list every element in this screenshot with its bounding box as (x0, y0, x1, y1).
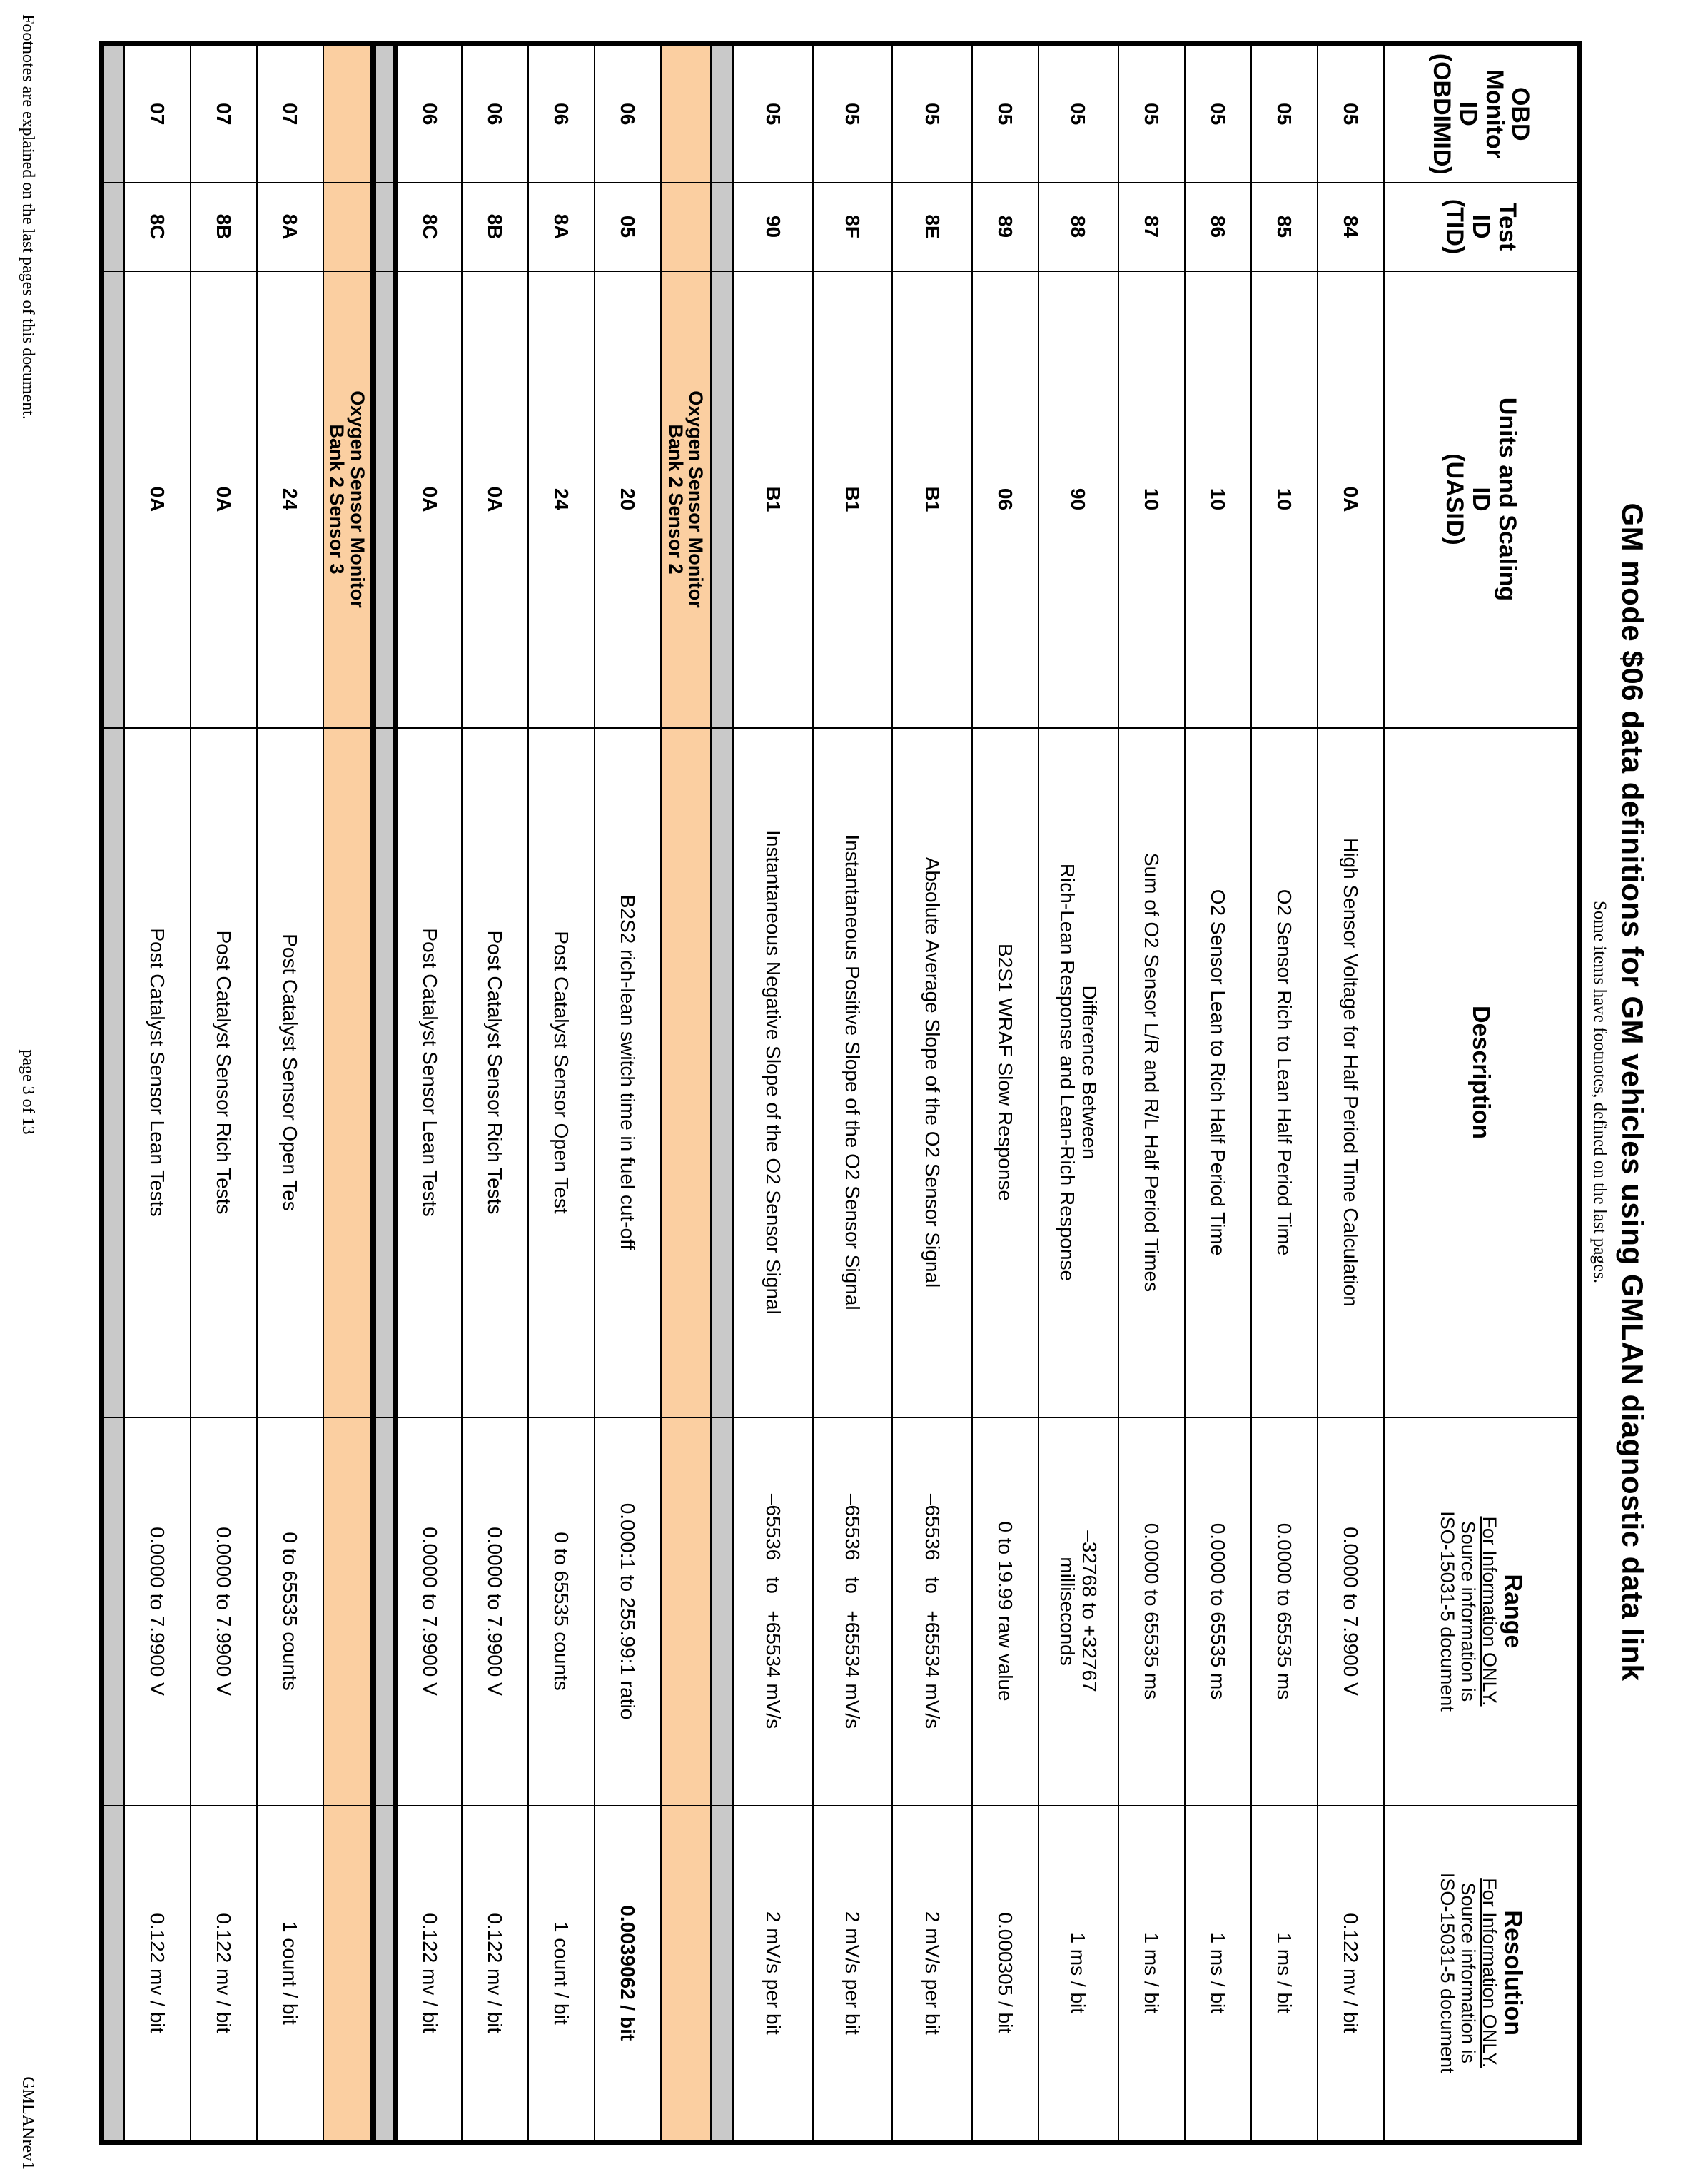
cell-tid: 05 (595, 183, 661, 271)
cell-description: Post Catalyst Sensor Lean Tests (124, 728, 191, 1417)
header-tid: Test ID (TID) (1384, 183, 1580, 271)
mode06-definitions-table (99, 41, 1582, 2145)
cell-resolution: 0.122 mv / bit (191, 1806, 257, 2143)
cell-range: 0.0000 to 7.9900 V (395, 1417, 462, 1806)
table-row (892, 44, 972, 2143)
group-label-bank2-sensor3: Oxygen Sensor Monitor Bank 2 Sensor 3 (323, 271, 373, 728)
cell-resolution: 0.122 mv / bit (124, 1806, 191, 2143)
cell-resolution: 1 ms / bit (1118, 1806, 1185, 2143)
section-separator (102, 44, 124, 2143)
cell-obdmid: 07 (257, 44, 323, 183)
header-uasid: Units and Scaling ID (UASID) (1384, 271, 1580, 728)
group-header-row (323, 44, 373, 2143)
cell-range: 0 to 65535 counts (257, 1417, 323, 1806)
cell-range: 0 to 65535 counts (528, 1417, 595, 1806)
cell-description: Post Catalyst Sensor Open Tes (257, 728, 323, 1417)
cell-uasid: 0A (1318, 271, 1384, 728)
cell-tid: 8C (124, 183, 191, 271)
table-row (1251, 44, 1318, 2143)
table-header-row (1384, 44, 1580, 2143)
cell-obdmid: 05 (972, 44, 1038, 183)
cell-tid: 89 (972, 183, 1038, 271)
cell-uasid: 10 (1251, 271, 1318, 728)
table-row (972, 44, 1038, 2143)
table-row (1318, 44, 1384, 2143)
cell-uasid: B1 (892, 271, 972, 728)
cell-uasid: 24 (528, 271, 595, 728)
cell-tid: 87 (1118, 183, 1185, 271)
cell-obdmid: 06 (595, 44, 661, 183)
table-row (595, 44, 661, 2143)
cell-uasid: B1 (813, 271, 893, 728)
cell-obdmid: 07 (191, 44, 257, 183)
cell-resolution: 2 mV/s per bit (813, 1806, 893, 2143)
cell-range: 0.0000 to 65535 ms (1185, 1417, 1251, 1806)
cell-uasid: 20 (595, 271, 661, 728)
table-row (257, 44, 323, 2143)
cell-description: Instantaneous Positive Slope of the O2 Sensor Signal (813, 728, 893, 1417)
cell-range: 0.0000 to 65535 ms (1251, 1417, 1318, 1806)
cell-range: 0 to 19.99 raw value (972, 1417, 1038, 1806)
cell-range: 0.0000 to 7.9900 V (124, 1417, 191, 1806)
cell-description: Instantaneous Negative Slope of the O2 Sensor Signal (733, 728, 813, 1417)
header-obdmid: OBD Monitor ID (OBDIMID) (1384, 44, 1580, 183)
cell-description: Absolute Average Slope of the O2 Sensor Signal (892, 728, 972, 1417)
cell-range: –65536 to +65534 mV/s (813, 1417, 893, 1806)
cell-range: 0.0000 to 7.9900 V (191, 1417, 257, 1806)
cell-description: Post Catalyst Sensor Rich Tests (191, 728, 257, 1417)
table-row (462, 44, 528, 2143)
cell-tid: 8B (191, 183, 257, 271)
cell-obdmid: 05 (1251, 44, 1318, 183)
cell-resolution: 0.000305 / bit (972, 1806, 1038, 2143)
header-range: Range For Information ONLY. Source information is ISO-15031-5 document (1384, 1417, 1580, 1806)
cell-tid: 85 (1251, 183, 1318, 271)
cell-obdmid: 07 (124, 44, 191, 183)
cell-tid: 8C (395, 183, 462, 271)
cell-resolution: 0.122 mv / bit (395, 1806, 462, 2143)
cell-uasid: 24 (257, 271, 323, 728)
table-row (528, 44, 595, 2143)
cell-description: O2 Sensor Lean to Rich Half Period Time (1185, 728, 1251, 1417)
cell-description: Difference Between Rich-Lean Response and Lean-Rich Response (1038, 728, 1118, 1417)
group-label-bank2-sensor2: Oxygen Sensor Monitor Bank 2 Sensor 2 (661, 271, 711, 728)
cell-uasid: 10 (1185, 271, 1251, 728)
cell-uasid: B1 (733, 271, 813, 728)
cell-tid: 84 (1318, 183, 1384, 271)
cell-resolution: 1 count / bit (257, 1806, 323, 2143)
cell-resolution: 2 mV/s per bit (733, 1806, 813, 2143)
footer-page-number: page 3 of 13 (19, 1049, 37, 1135)
cell-resolution: 1 count / bit (528, 1806, 595, 2143)
table-row (813, 44, 893, 2143)
page-title: GM mode $06 data definitions for GM vehicles using GMLAN diagnostic data link (1616, 502, 1649, 1682)
cell-tid: 8A (257, 183, 323, 271)
cell-uasid: 0A (124, 271, 191, 728)
cell-description: Post Catalyst Sensor Open Test (528, 728, 595, 1417)
cell-tid: 8E (892, 183, 972, 271)
cell-range: –65536 to +65534 mV/s (733, 1417, 813, 1806)
section-separator (711, 44, 733, 2143)
cell-uasid: 0A (395, 271, 462, 728)
table-row (395, 44, 462, 2143)
cell-range: –32768 to +32767 milliseconds (1038, 1417, 1118, 1806)
page-subtitle: Some items have footnotes, defined on the last pages. (1590, 901, 1609, 1283)
cell-obdmid: 05 (733, 44, 813, 183)
cell-obdmid: 05 (892, 44, 972, 183)
cell-resolution: 2 mV/s per bit (892, 1806, 972, 2143)
table-row (1118, 44, 1185, 2143)
cell-uasid: 06 (972, 271, 1038, 728)
cell-obdmid: 06 (395, 44, 462, 183)
cell-resolution: 0.122 mv / bit (462, 1806, 528, 2143)
table-row (1038, 44, 1118, 2143)
cell-uasid: 0A (462, 271, 528, 728)
footer-doc-id: GMLANrev1 (19, 2076, 37, 2170)
table-row (733, 44, 813, 2143)
cell-tid: 8A (528, 183, 595, 271)
cell-resolution: 1 ms / bit (1251, 1806, 1318, 2143)
cell-tid: 8B (462, 183, 528, 271)
cell-resolution: 1 ms / bit (1038, 1806, 1118, 2143)
cell-range: –65536 to +65534 mV/s (892, 1417, 972, 1806)
cell-obdmid: 05 (813, 44, 893, 183)
cell-obdmid: 06 (462, 44, 528, 183)
cell-uasid: 90 (1038, 271, 1118, 728)
header-description: Description (1384, 728, 1580, 1417)
cell-obdmid: 05 (1185, 44, 1251, 183)
cell-uasid: 10 (1118, 271, 1185, 728)
cell-tid: 88 (1038, 183, 1118, 271)
cell-obdmid: 06 (528, 44, 595, 183)
cell-tid: 90 (733, 183, 813, 271)
cell-range: 0.0000 to 65535 ms (1118, 1417, 1185, 1806)
table-row (124, 44, 191, 2143)
cell-description: High Sensor Voltage for Half Period Time Calculation (1318, 728, 1384, 1417)
cell-resolution: 0.122 mv / bit (1318, 1806, 1384, 2143)
table-row (191, 44, 257, 2143)
cell-range: 0.000:1 to 255.99:1 ratio (595, 1417, 661, 1806)
cell-description: B2S2 rich-lean switch time in fuel cut-off (595, 728, 661, 1417)
cell-range: 0.0000 to 7.9900 V (462, 1417, 528, 1806)
cell-description: B2S1 WRAF Slow Response (972, 728, 1038, 1417)
cell-description: Post Catalyst Sensor Rich Tests (462, 728, 528, 1417)
cell-tid: 8F (813, 183, 893, 271)
cell-description: Post Catalyst Sensor Lean Tests (395, 728, 462, 1417)
cell-range: 0.0000 to 7.9900 V (1318, 1417, 1384, 1806)
group-header-row (661, 44, 711, 2143)
cell-obdmid: 05 (1118, 44, 1185, 183)
cell-uasid: 0A (191, 271, 257, 728)
header-resolution: Resolution For Information ONLY. Source information is ISO-15031-5 document (1384, 1806, 1580, 2143)
cell-tid: 86 (1185, 183, 1251, 271)
cell-obdmid: 05 (1318, 44, 1384, 183)
cell-resolution: 1 ms / bit (1185, 1806, 1251, 2143)
table-row (1185, 44, 1251, 2143)
cell-description: O2 Sensor Rich to Lean Half Period Time (1251, 728, 1318, 1417)
cell-obdmid: 05 (1038, 44, 1118, 183)
footer-footnote-text: Footnotes are explained on the last pages of this document. (19, 14, 37, 420)
cell-resolution: 0.0039062 / bit (595, 1806, 661, 2143)
section-separator (373, 44, 395, 2143)
cell-description: Sum of O2 Sensor L/R and R/L Half Period Times (1118, 728, 1185, 1417)
